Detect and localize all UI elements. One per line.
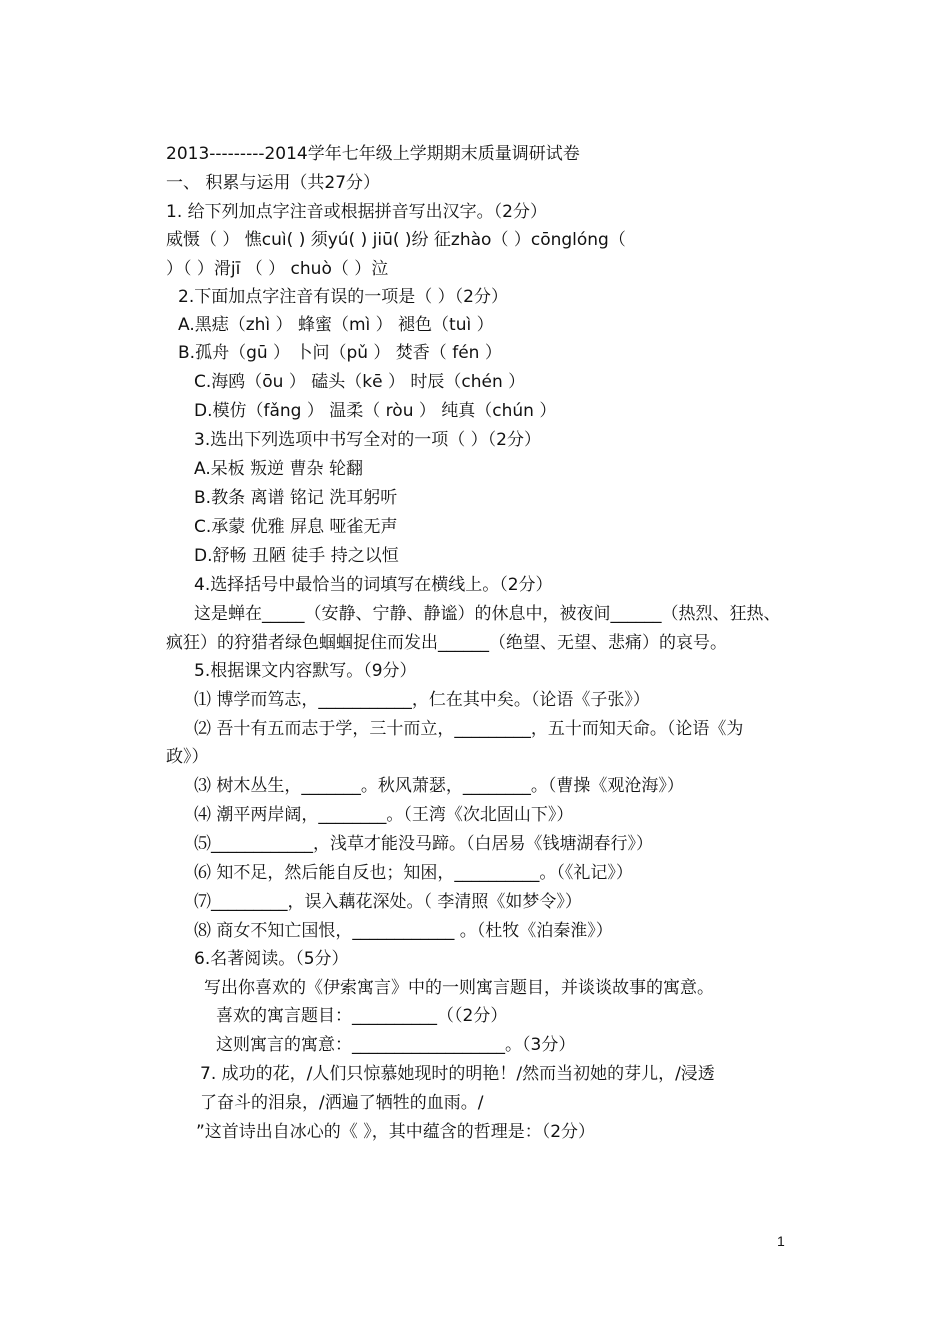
question-2-option-a: A.黑痣（zhì ） 蜂蜜（mì ） 褪色（tuì ） [178,315,494,335]
question-2-option-b: B.孤舟（gū ） 卜问（pǔ ） 焚香（ fén ） [178,343,502,363]
question-1-prompt: 1. 给下列加点字注音或根据拼音写出汉字。（2分） [166,202,547,222]
question-6-prompt: 6.名著阅读。（5分） [194,949,349,969]
question-4-text-line-2: 疯狂）的狩猎者绿色蝈蝈捉住而发出______（绝望、无望、悲痛）的哀号。 [166,633,727,653]
question-5-item-8: ⑻ 商女不知亡国恨，____________ 。（杜牧《泊秦淮》） [194,921,613,941]
question-3-option-c: C.承蒙 优雅 屏息 哑雀无声 [194,517,398,537]
question-1-items-line-1: 威慑（ ） 憔cuì( ) 须yú( ) jiū( )纷 征zhào（ ）cōnglóng（ [166,230,626,250]
question-5-item-4: ⑷ 潮平两岸阔，________。（王湾《次北固山下》） [194,805,574,825]
question-5-item-7: ⑺_________，误入藕花深处。（ 李清照《如梦令》） [194,892,582,912]
exam-title: 2013---------2014学年七年级上学期期末质量调研试卷 [166,144,580,164]
question-7-poem-line-1: 7. 成功的花，/人们只惊慕她现时的明艳！/然而当初她的芽儿，/浸透 [200,1064,715,1084]
question-6-title-blank: 喜欢的寓言题目：__________（（2分） [216,1006,508,1026]
question-5-item-6: ⑹ 知不足，然后能自反也；知困，__________。（《礼记》） [194,863,633,883]
question-5-item-3: ⑶ 树木丛生，_______。秋风萧瑟，________。（曹操《观沧海》） [194,776,684,796]
question-2-prompt: 2.下面加点字注音有误的一项是（ ）（2分） [178,287,508,307]
page-number: 1 [777,1233,785,1249]
section-heading: 一、 积累与运用（共27分） [166,173,381,193]
question-5-item-2-cont: 政》） [166,747,209,767]
question-2-option-d: D.模仿（fǎng ） 温柔（ ròu ） 纯真（chún ） [194,401,557,421]
question-6-instruction: 写出你喜欢的《伊索寓言》中的一则寓言题目，并谈谈故事的寓意。 [204,978,714,998]
question-5-prompt: 5.根据课文内容默写。（9分） [194,661,417,681]
question-3-prompt: 3.选出下列选项中书写全对的一项（ ）（2分） [194,430,541,450]
question-7-prompt: ”这首诗出自冰心的《 》，其中蕴含的哲理是：（2分） [196,1122,596,1142]
question-5-item-2: ⑵ 吾十有五而志于学，三十而立，_________，五十而知天命。（论语《为 [194,719,744,739]
question-3-option-a: A.呆板 叛逆 曹杂 轮翻 [194,459,363,479]
question-2-option-c: C.海鸥（ōu ） 磕头（kē ） 时辰（chén ） [194,372,526,392]
question-6-meaning-blank: 这则寓言的寓意：__________________。（3分） [216,1035,576,1055]
question-4-text-line-1: 这是蝉在_____（安静、宁静、静谧）的休息中，被夜间______（热烈、狂热、 [194,604,781,624]
question-3-option-d: D.舒畅 丑陋 徒手 持之以恒 [194,546,399,566]
question-7-poem-line-2: 了奋斗的泪泉，/洒遍了牺牲的血雨。/ [200,1093,484,1113]
question-3-option-b: B.教条 离谱 铭记 洗耳躬听 [194,488,398,508]
question-5-item-5: ⑸____________，浅草才能没马蹄。（白居易《钱塘湖春行》） [194,834,653,854]
question-1-items-line-2: ）（ ）滑jī （ ） chuò（ ）泣 [166,259,389,279]
question-4-prompt: 4.选择括号中最恰当的词填写在横线上。（2分） [194,575,553,595]
question-5-item-1: ⑴ 博学而笃志，___________，仁在其中矣。（论语《子张》） [194,690,650,710]
